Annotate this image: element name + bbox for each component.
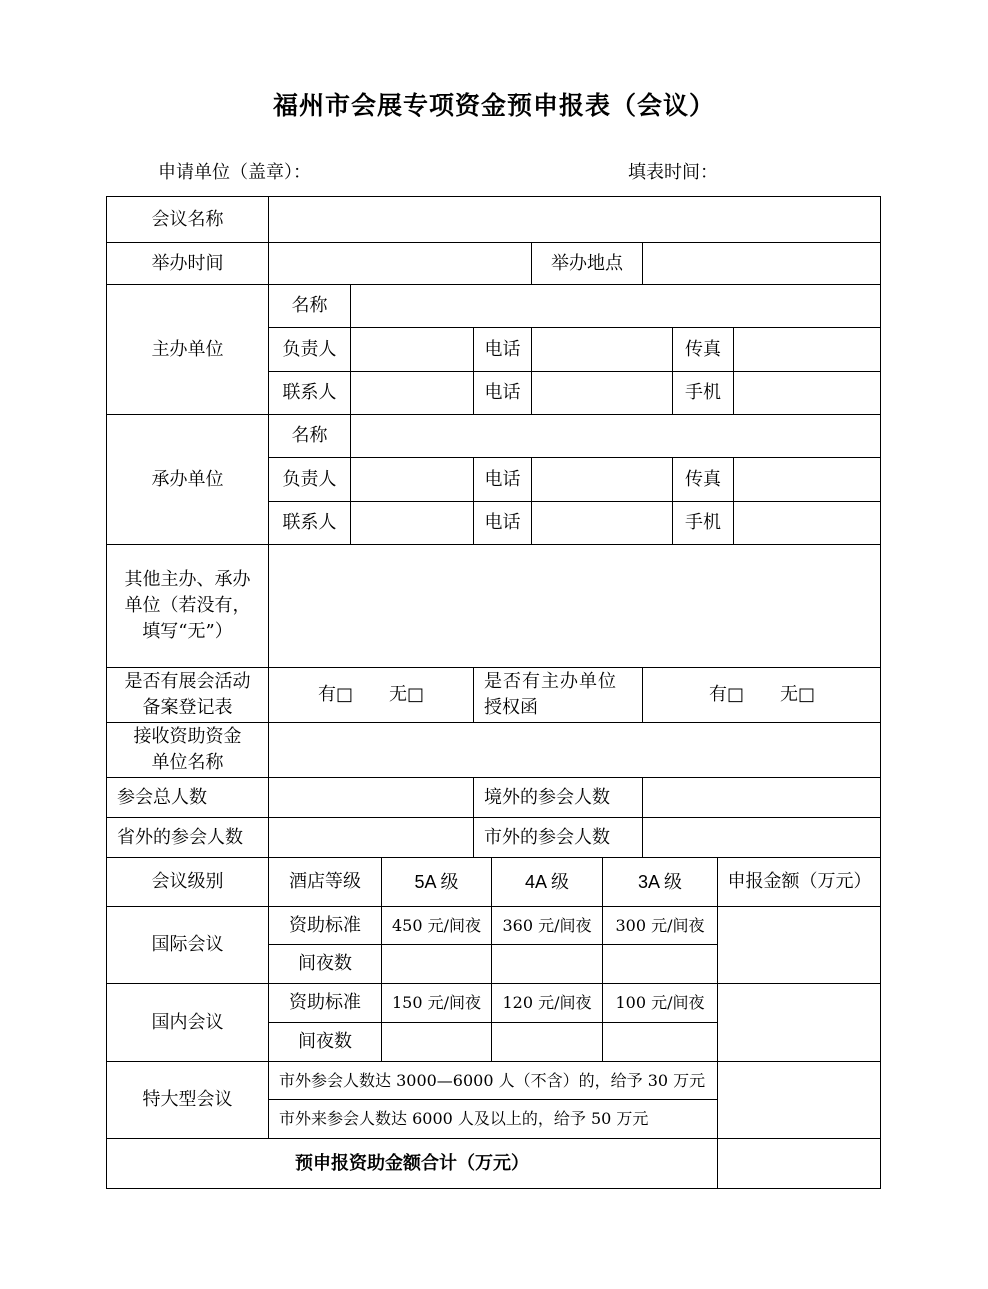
undertaker-label: 承办单位 (106, 414, 268, 544)
other-units-field[interactable] (268, 544, 881, 667)
international-meeting-label: 国际会议 (106, 906, 268, 983)
organizer-mobile-label: 手机 (672, 371, 733, 414)
undertaker-fax-field[interactable] (733, 457, 881, 501)
registration-line-2: 备案登记表 (142, 697, 233, 718)
dom-subsidy-standard-label: 资助标准 (268, 983, 381, 1022)
organizer-head-phone-label: 电话 (473, 327, 531, 371)
mega-amount-field[interactable] (717, 1061, 881, 1138)
authorization-label (473, 667, 642, 722)
organizer-contact-field[interactable] (350, 371, 473, 414)
intl-5a-rate: 450 元/间夜 (381, 906, 491, 944)
other-units-label (106, 544, 268, 667)
overseas-attendees-label: 境外的参会人数 (473, 777, 642, 817)
undertaker-name-label: 名称 (268, 414, 350, 457)
authorization-yes-checkbox[interactable]: 有□ (708, 684, 744, 705)
undertaker-contact-phone-label: 电话 (473, 501, 531, 544)
page-title: 福州市会展专项资金预申报表（会议） (272, 91, 715, 120)
total-attendees-field[interactable] (268, 777, 473, 817)
dom-5a-rate: 150 元/间夜 (381, 983, 491, 1022)
total-amount-label: 预申报资助金额合计（万元） (106, 1138, 717, 1189)
registration-yes-checkbox[interactable]: 有□ (317, 684, 353, 705)
total-attendees-label: 参会总人数 (106, 777, 268, 817)
intl-4a-rate: 360 元/间夜 (491, 906, 602, 944)
organizer-contact-phone-field[interactable] (531, 371, 672, 414)
intl-room-nights-label: 间夜数 (268, 944, 381, 983)
mega-rule-2: 市外来参会人数达 6000 人及以上的，给予 50 万元 (268, 1099, 717, 1138)
intl-5a-nights-field[interactable] (381, 944, 491, 983)
mega-rule-1: 市外参会人数达 3000—6000 人（不含）的，给予 30 万元 (268, 1061, 717, 1099)
hotel-grade-header: 酒店等级 (268, 857, 381, 906)
dom-amount-field[interactable] (717, 983, 881, 1061)
mega-meeting-label: 特大型会议 (106, 1061, 268, 1138)
intl-3a-rate: 300 元/间夜 (602, 906, 717, 944)
intl-amount-field[interactable] (717, 906, 881, 983)
hold-place-label: 举办地点 (531, 242, 642, 284)
undertaker-name-field[interactable] (350, 414, 881, 457)
undertaker-head-phone-field[interactable] (531, 457, 672, 501)
out-province-attendees-field[interactable] (268, 817, 473, 857)
hold-time-label: 举办时间 (106, 242, 268, 284)
receiver-field[interactable] (268, 722, 881, 777)
organizer-contact-label: 联系人 (268, 371, 350, 414)
grade-5a-header: 5A 级 (381, 857, 491, 906)
other-units-line-3: 填写“无”） (142, 621, 233, 642)
grade-3a-header: 3A 级 (602, 857, 717, 906)
meeting-level-header: 会议级别 (106, 857, 268, 906)
hold-time-field[interactable] (268, 242, 531, 284)
out-city-attendees-field[interactable] (642, 817, 881, 857)
authorization-no-checkbox[interactable]: 无□ (780, 684, 816, 705)
intl-4a-nights-field[interactable] (491, 944, 602, 983)
receiver-line-1: 接收资助资金 (133, 726, 242, 747)
organizer-head-label: 负责人 (268, 327, 350, 371)
authorization-options (642, 667, 881, 722)
overseas-attendees-field[interactable] (642, 777, 881, 817)
registration-no-checkbox[interactable]: 无□ (389, 684, 425, 705)
registration-options (268, 667, 473, 722)
apply-amount-header: 申报金额（万元） (717, 857, 881, 906)
date-label: 填表时间： (628, 162, 718, 183)
organizer-fax-label: 传真 (672, 327, 733, 371)
registration-label (106, 667, 268, 722)
organizer-name-label: 名称 (268, 284, 350, 327)
organizer-head-phone-field[interactable] (531, 327, 672, 371)
dom-5a-nights-field[interactable] (381, 1022, 491, 1061)
intl-subsidy-standard-label: 资助标准 (268, 906, 381, 944)
applicant-label: 申请单位（盖章）： (158, 162, 311, 183)
organizer-name-field[interactable] (350, 284, 881, 327)
registration-line-1: 是否有展会活动 (124, 671, 251, 692)
undertaker-fax-label: 传真 (672, 457, 733, 501)
undertaker-mobile-field[interactable] (733, 501, 881, 544)
total-amount-field[interactable] (717, 1138, 881, 1189)
dom-3a-rate: 100 元/间夜 (602, 983, 717, 1022)
organizer-head-field[interactable] (350, 327, 473, 371)
grade-4a-header: 4A 级 (491, 857, 602, 906)
undertaker-contact-field[interactable] (350, 501, 473, 544)
hold-place-field[interactable] (642, 242, 881, 284)
out-city-attendees-label: 市外的参会人数 (473, 817, 642, 857)
organizer-mobile-field[interactable] (733, 371, 881, 414)
undertaker-head-label: 负责人 (268, 457, 350, 501)
other-units-line-1: 其他主办、承办 (124, 569, 251, 590)
authorization-line-2: 授权函 (484, 697, 538, 718)
undertaker-head-field[interactable] (350, 457, 473, 501)
domestic-meeting-label: 国内会议 (106, 983, 268, 1061)
dom-room-nights-label: 间夜数 (268, 1022, 381, 1061)
organizer-contact-phone-label: 电话 (473, 371, 531, 414)
organizer-fax-field[interactable] (733, 327, 881, 371)
undertaker-mobile-label: 手机 (672, 501, 733, 544)
undertaker-contact-label: 联系人 (268, 501, 350, 544)
meeting-name-label: 会议名称 (106, 196, 268, 242)
receiver-line-2: 单位名称 (151, 752, 224, 773)
authorization-line-1: 是否有主办单位 (484, 671, 617, 692)
organizer-label: 主办单位 (106, 284, 268, 414)
intl-3a-nights-field[interactable] (602, 944, 717, 983)
undertaker-head-phone-label: 电话 (473, 457, 531, 501)
meeting-name-field[interactable] (268, 196, 881, 242)
out-province-attendees-label: 省外的参会人数 (106, 817, 268, 857)
undertaker-contact-phone-field[interactable] (531, 501, 672, 544)
dom-4a-rate: 120 元/间夜 (491, 983, 602, 1022)
dom-3a-nights-field[interactable] (602, 1022, 717, 1061)
dom-4a-nights-field[interactable] (491, 1022, 602, 1061)
receiver-label (106, 722, 268, 777)
other-units-line-2: 单位（若没有， (124, 595, 251, 616)
